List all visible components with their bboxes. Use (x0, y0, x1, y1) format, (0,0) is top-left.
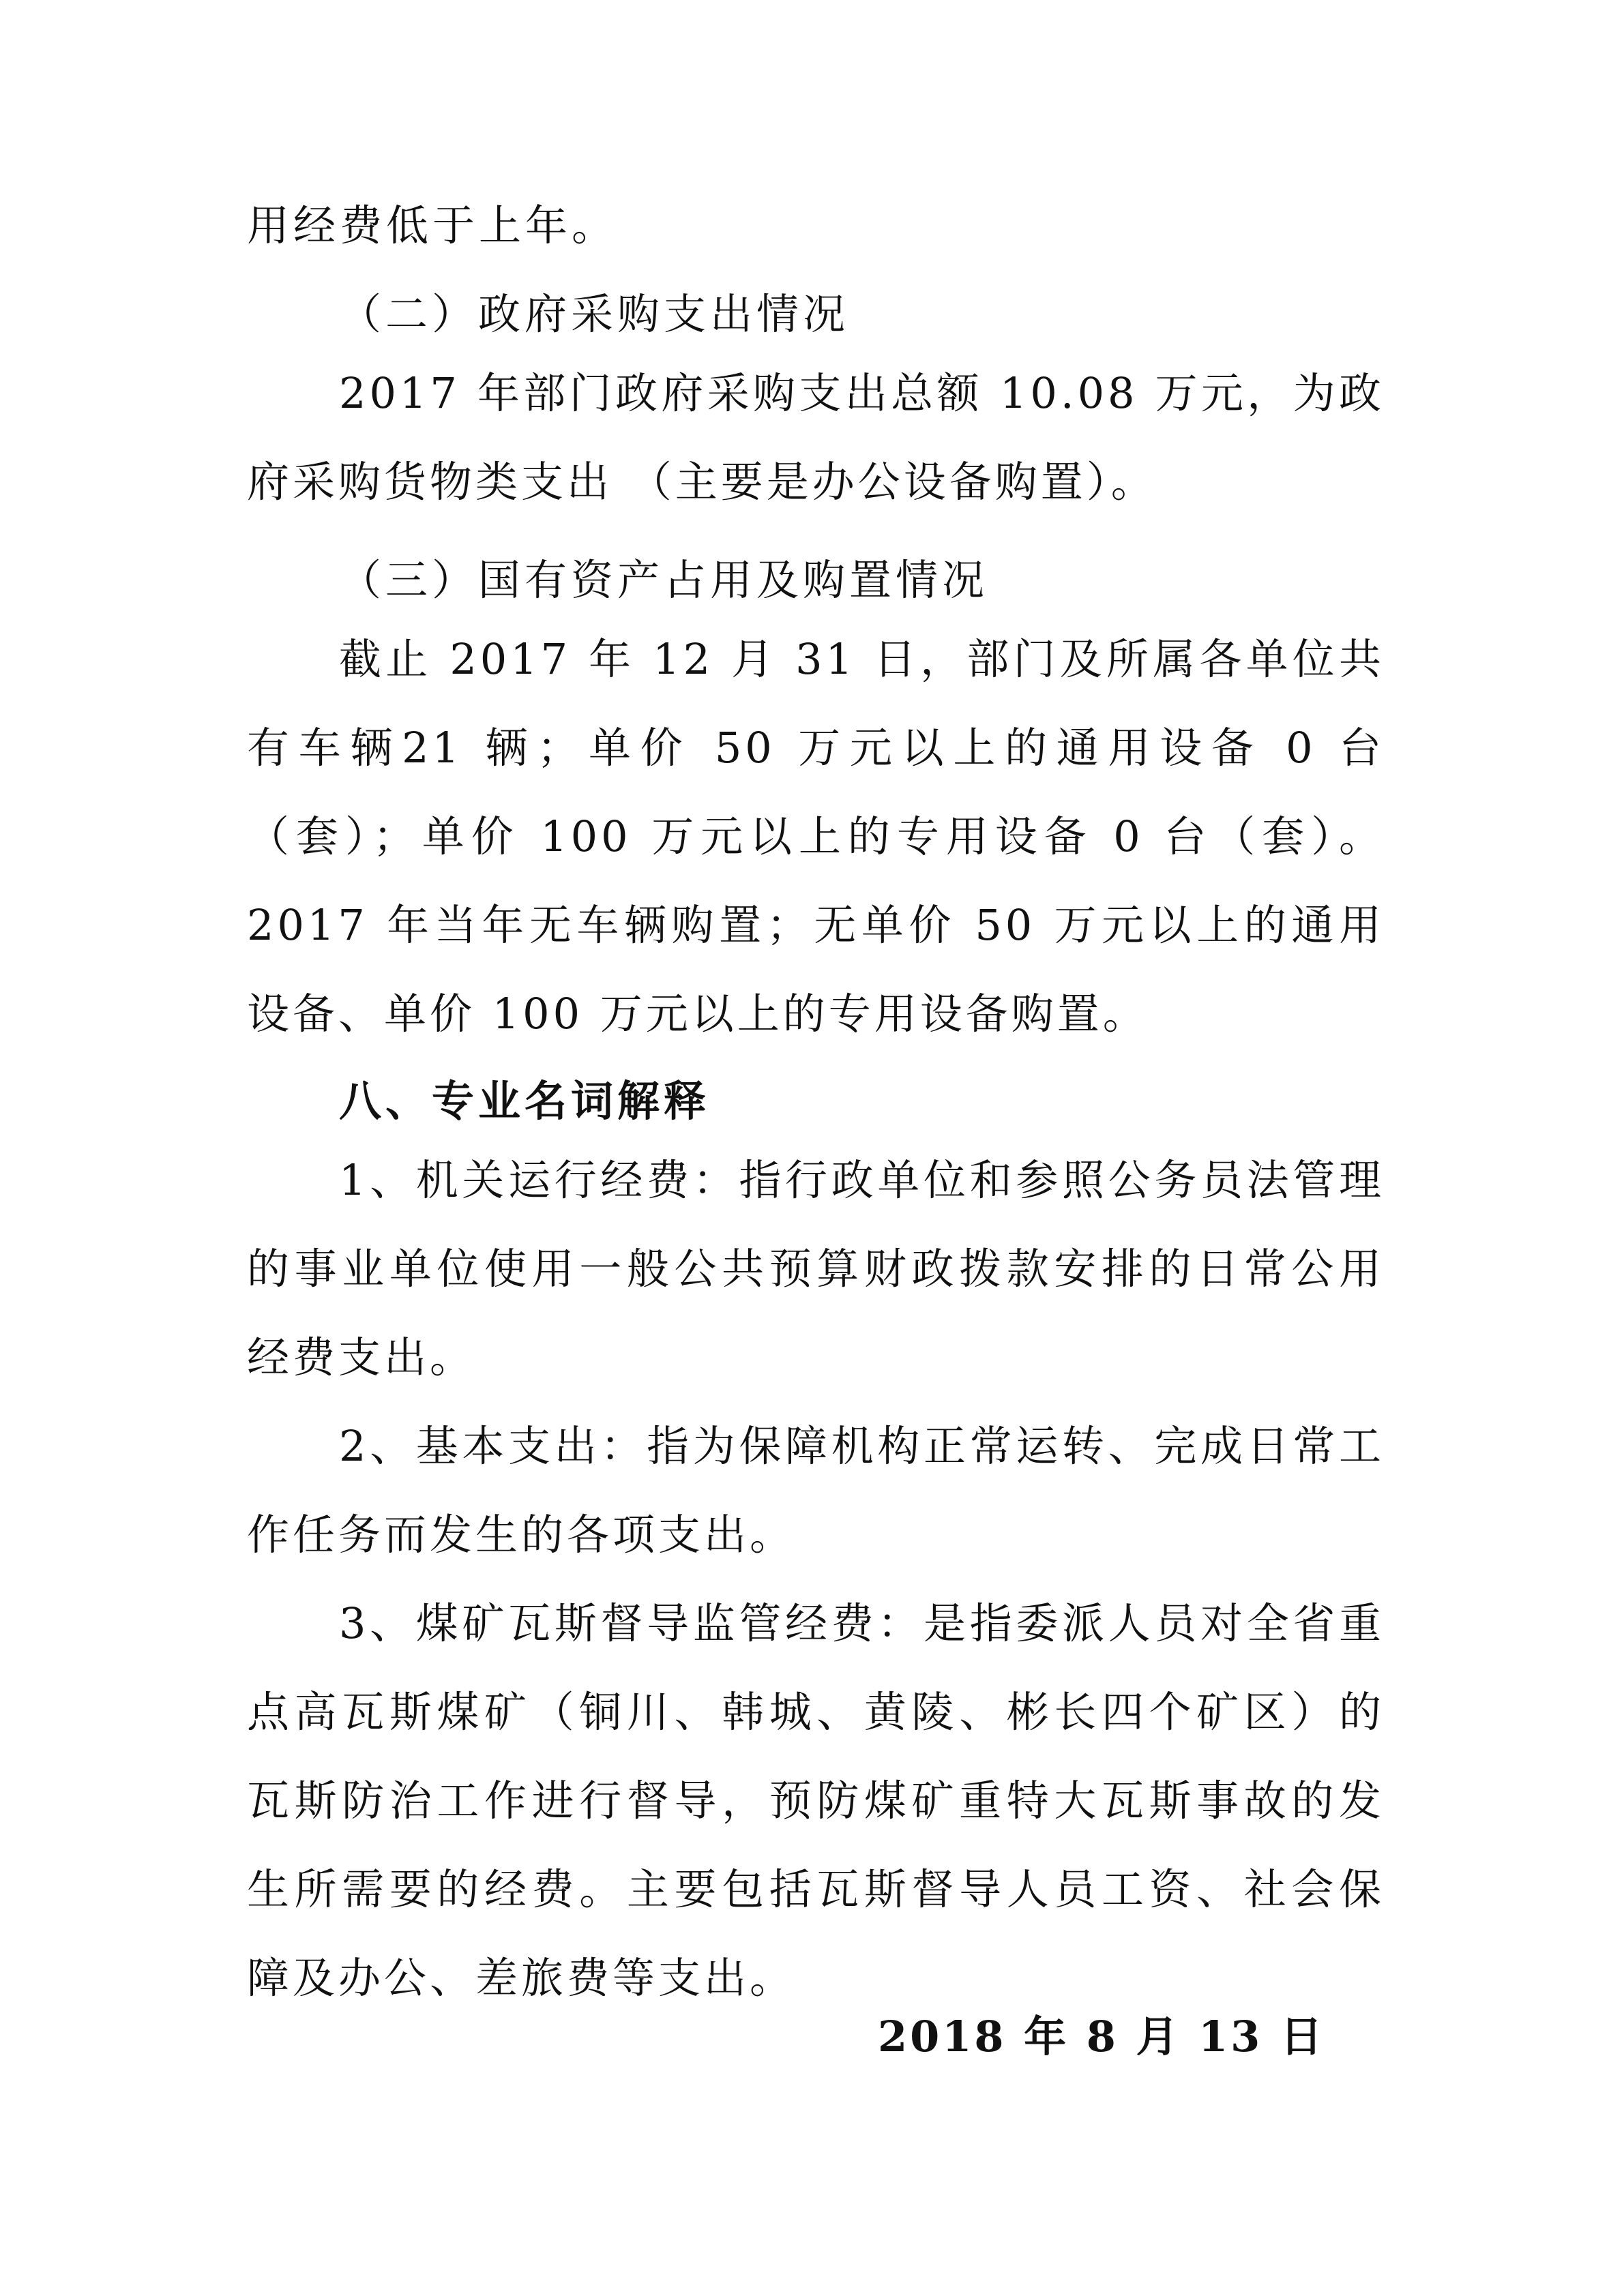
section-heading-terminology: 八、专业名词解释 (339, 1076, 711, 1126)
term-definition-coal-mine-gas-supervision: 3、煤矿瓦斯督导监管经费：是指委派人员对全省重点高瓦斯煤矿（铜川、韩城、黄陵、彬长四个矿区）的瓦斯防治工作进行督导，预防煤矿重特大瓦斯事故的发生所需要的经费。主要包括瓦斯督导人员工资、社会保障及办公、差旅费等支出。 (247, 1598, 1385, 2003)
paragraph-government-procurement: 2017 年部门政府采购支出总额 10.08 万元，为政府采购货物类支出 （主要是办公设备购置）。 (247, 368, 1385, 507)
term-definition-operating-expenses: 1、机关运行经费：指行政单位和参照公务员法管理的事业单位使用一般公共预算财政拨款安排的日常公用经费支出。 (247, 1155, 1385, 1382)
section-heading-state-assets: （三）国有资产占用及购置情况 (339, 555, 989, 605)
paragraph-state-assets: 截止 2017 年 12 月 31 日，部门及所属各单位共有车辆21 辆；单价 50 万元以上的通用设备 0 台（套）；单价 100 万元以上的专用设备 0 台（套）。2017 年当年无车辆购置；无单价 50 万元以上的通用设备、单价 100 万元以上的专用设备购置。 (247, 634, 1385, 1039)
document-date: 2018 年 8 月 13 日 (878, 2012, 1325, 2061)
continuation-line: 用经费低于上年。 (247, 200, 619, 250)
section-heading-government-procurement: （二）政府采购支出情况 (339, 289, 850, 339)
term-definition-basic-expenditure: 2、基本支出：指为保障机构正常运转、完成日常工作任务而发生的各项支出。 (247, 1421, 1385, 1560)
